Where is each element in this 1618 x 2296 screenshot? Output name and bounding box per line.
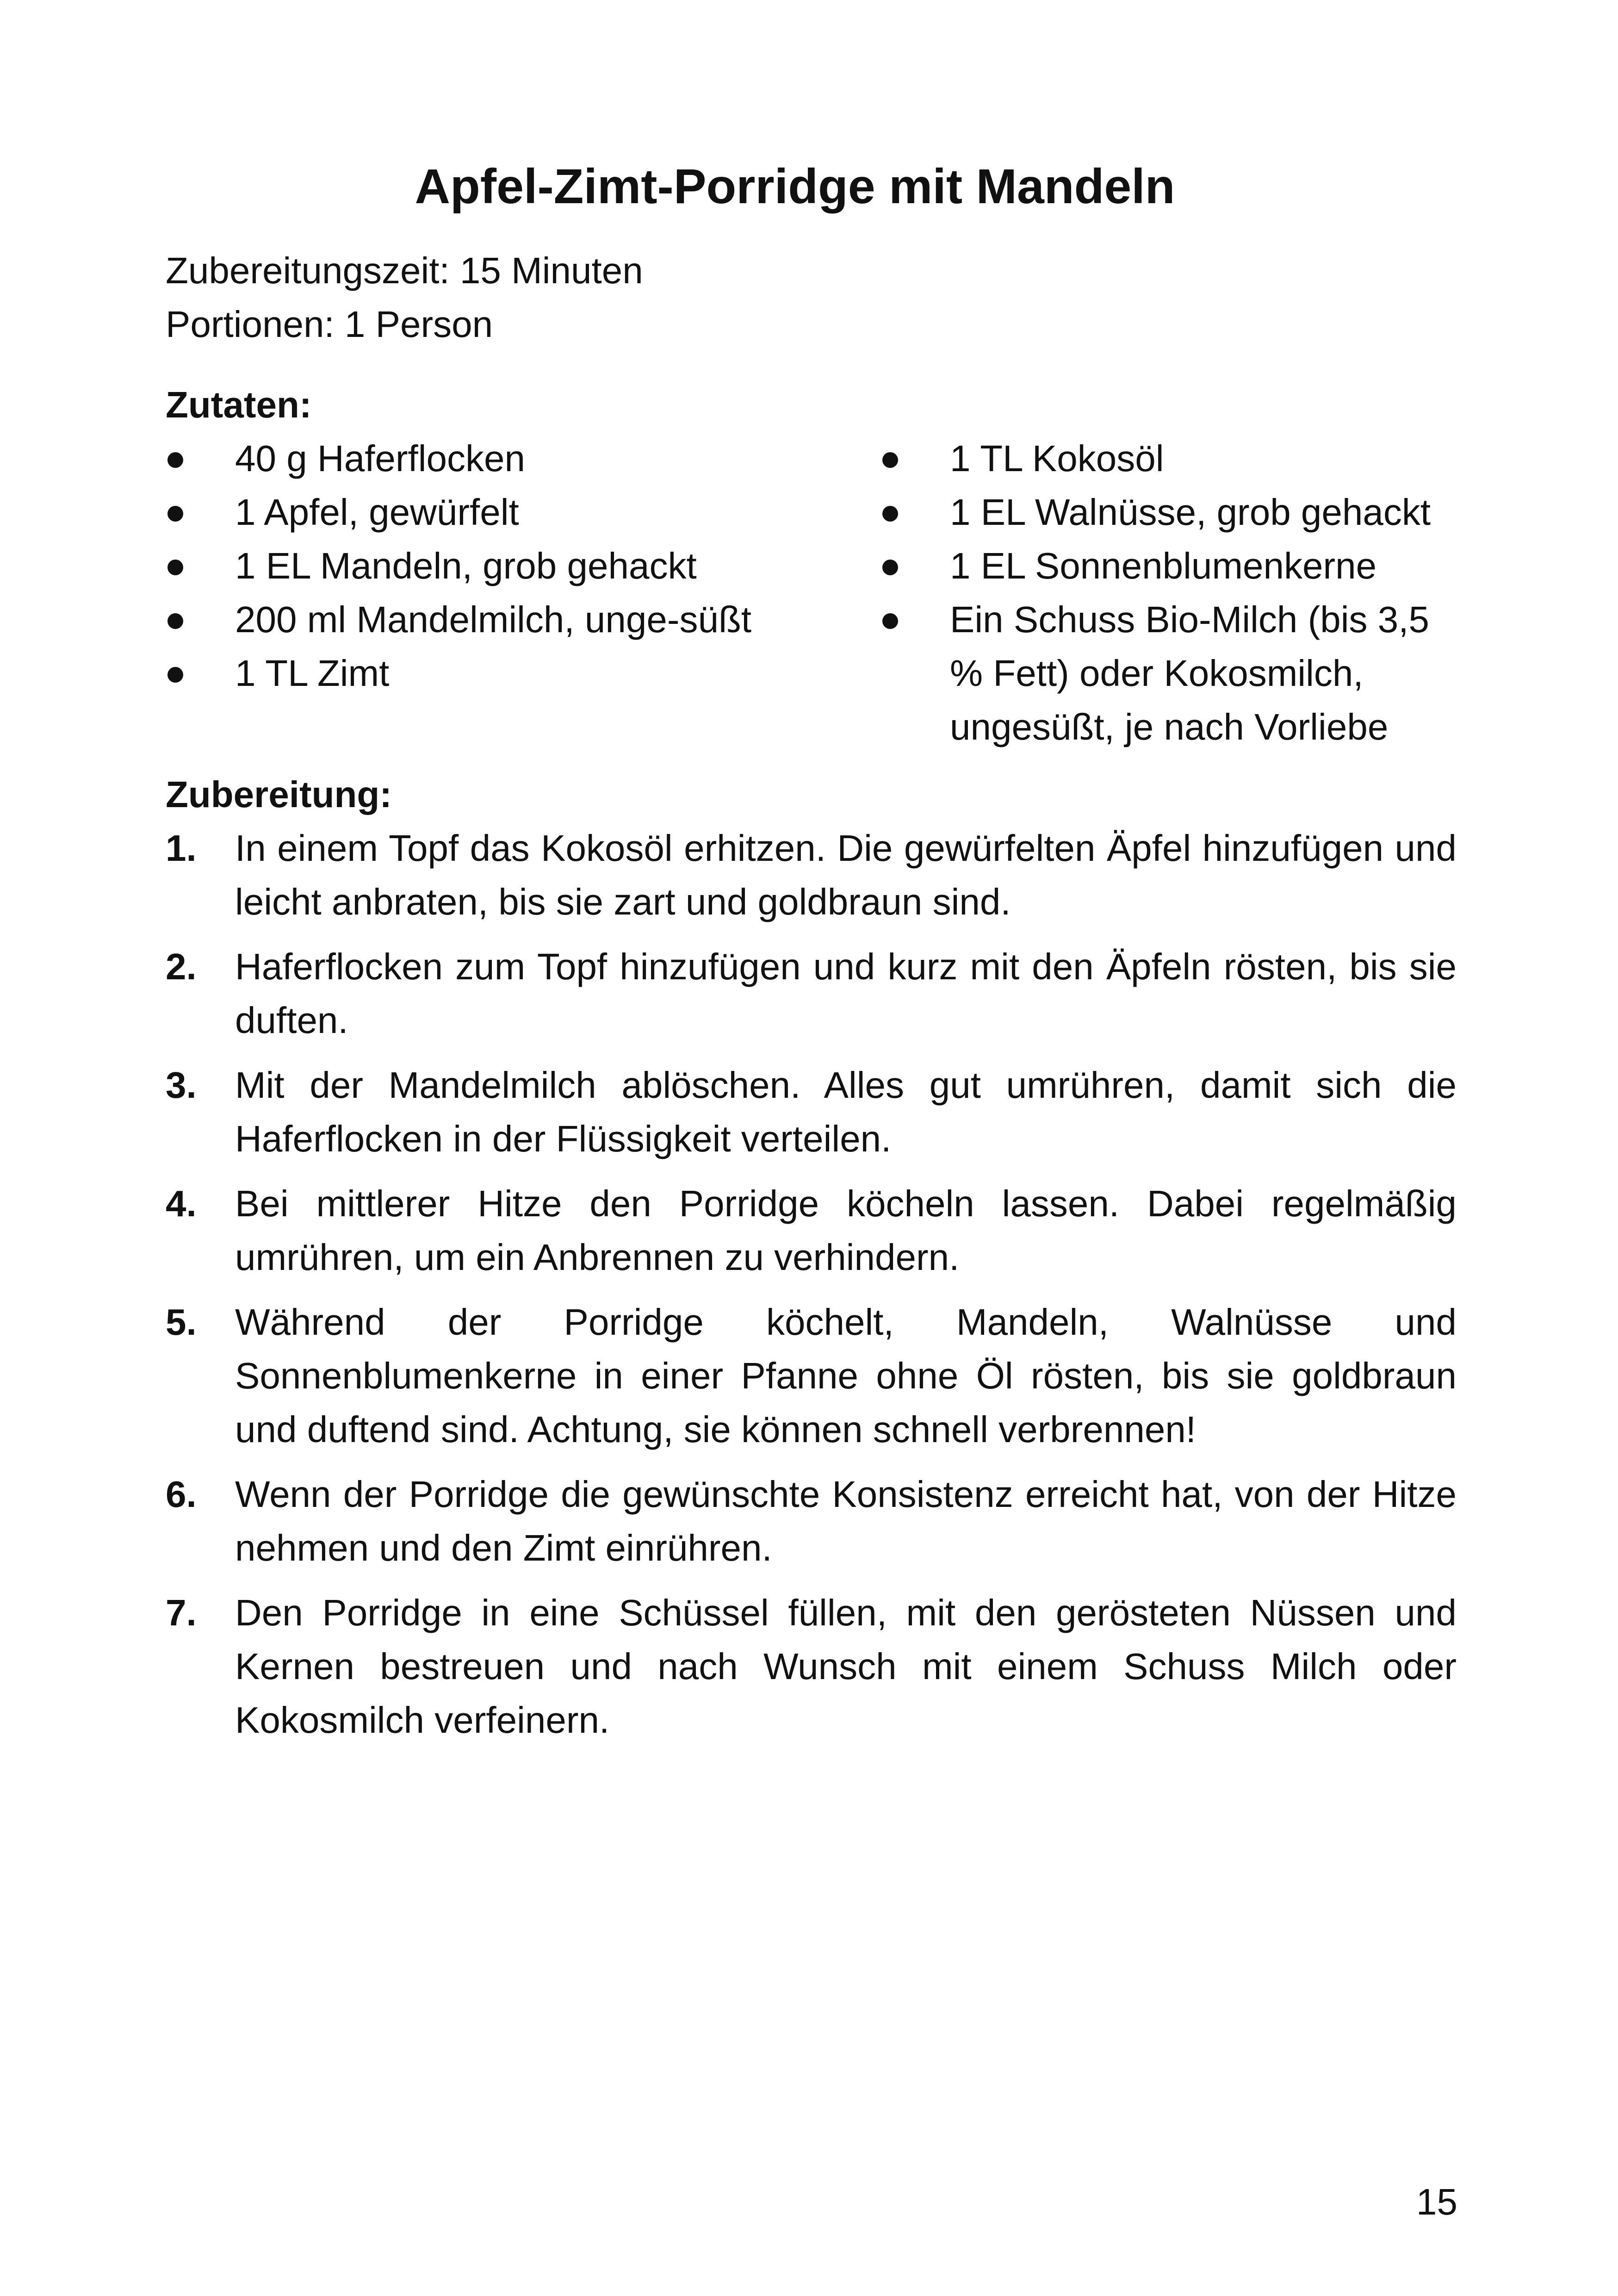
preparation-heading: Zubereitung: xyxy=(166,774,392,815)
step-text: Bei mittlerer Hitze den Porridge köcheln lassen. Dabei regelmäßig umrühren, um ein Anbrennen zu verhindern. xyxy=(235,1183,1457,1278)
ingredients-list xyxy=(166,432,1457,754)
ingredient-item: 1 EL Mandeln, grob gehackt xyxy=(166,539,813,593)
recipe-meta xyxy=(166,244,1457,351)
step-item xyxy=(166,1586,1457,1747)
step-number: 3. xyxy=(166,1064,197,1106)
bullet-icon xyxy=(167,452,183,468)
step-item xyxy=(166,821,1457,929)
recipe-title: Apfel-Zimt-Porridge mit Mandeln xyxy=(415,159,1175,214)
step-item xyxy=(166,1295,1457,1456)
bullet-icon xyxy=(167,667,183,683)
step-text: Mit der Mandelmilch ablöschen. Alles gut umrühren, damit sich die Haferflocken in der Flüssigkeit verteilen. xyxy=(235,1064,1457,1160)
step-text: In einem Topf das Kokosöl erhitzen. Die gewürfelten Äpfel hinzufügen und leicht anbraten, bis sie zart und goldbraun sind. xyxy=(235,828,1457,923)
ingredient-item: 1 EL Walnüsse, grob gehackt xyxy=(880,485,1459,539)
ingredient-item: 1 TL Zimt xyxy=(166,647,813,700)
step-text: Während der Porridge köchelt, Mandeln, Walnüsse und Sonnenblumenkerne in einer Pfanne ohne Öl rösten, bis sie goldbraun und duftend sind. Achtung, sie können schnell verbrennen! xyxy=(235,1301,1457,1450)
recipe-page xyxy=(166,157,1457,1758)
ingredients-column-right xyxy=(880,432,1457,754)
bullet-icon xyxy=(167,613,183,629)
step-text: Den Porridge in eine Schüssel füllen, mit den gerösteten Nüssen und Kernen bestreuen und nach Wunsch mit einem Schuss Milch oder Kokosmilch verfeinern. xyxy=(235,1592,1457,1741)
ingredient-item: 40 g Haferflocken xyxy=(166,432,813,485)
bullet-icon xyxy=(167,506,183,522)
step-item xyxy=(166,1177,1457,1284)
bullet-icon xyxy=(167,560,183,575)
ingredient-item: 200 ml Mandelmilch, unge-süßt xyxy=(166,593,813,647)
page-number: 15 xyxy=(1416,2181,1457,2222)
step-number: 6. xyxy=(166,1474,197,1515)
servings: Portionen: 1 Person xyxy=(166,304,493,345)
bullet-icon xyxy=(882,560,898,575)
ingredient-item: 1 Apfel, gewürfelt xyxy=(166,485,813,539)
preparation-steps xyxy=(166,821,1457,1747)
ingredients-heading: Zutaten: xyxy=(166,384,312,426)
bullet-icon xyxy=(882,506,898,522)
bullet-icon xyxy=(882,613,898,629)
step-number: 4. xyxy=(166,1183,197,1225)
ingredient-item: Ein Schuss Bio-Milch (bis 3,5 % Fett) oder Kokosmilch, ungesüßt, je nach Vorliebe xyxy=(880,593,1459,754)
step-number: 2. xyxy=(166,946,197,988)
step-number: 1. xyxy=(166,828,197,869)
step-text: Wenn der Porridge die gewünschte Konsistenz erreicht hat, von der Hitze nehmen und den Zimt einrühren. xyxy=(235,1474,1457,1569)
ingredient-item: 1 EL Sonnenblumenkerne xyxy=(880,539,1459,593)
step-number: 5. xyxy=(166,1301,197,1343)
prep-time: Zubereitungszeit: 15 Minuten xyxy=(166,250,643,292)
ingredients-column-left xyxy=(166,432,880,754)
bullet-icon xyxy=(882,452,898,468)
step-item xyxy=(166,1468,1457,1575)
ingredient-item: 1 TL Kokosöl xyxy=(880,432,1459,485)
step-item xyxy=(166,1058,1457,1166)
step-text: Haferflocken zum Topf hinzufügen und kurz mit den Äpfeln rösten, bis sie duften. xyxy=(235,946,1457,1041)
step-number: 7. xyxy=(166,1592,197,1634)
step-item xyxy=(166,940,1457,1047)
